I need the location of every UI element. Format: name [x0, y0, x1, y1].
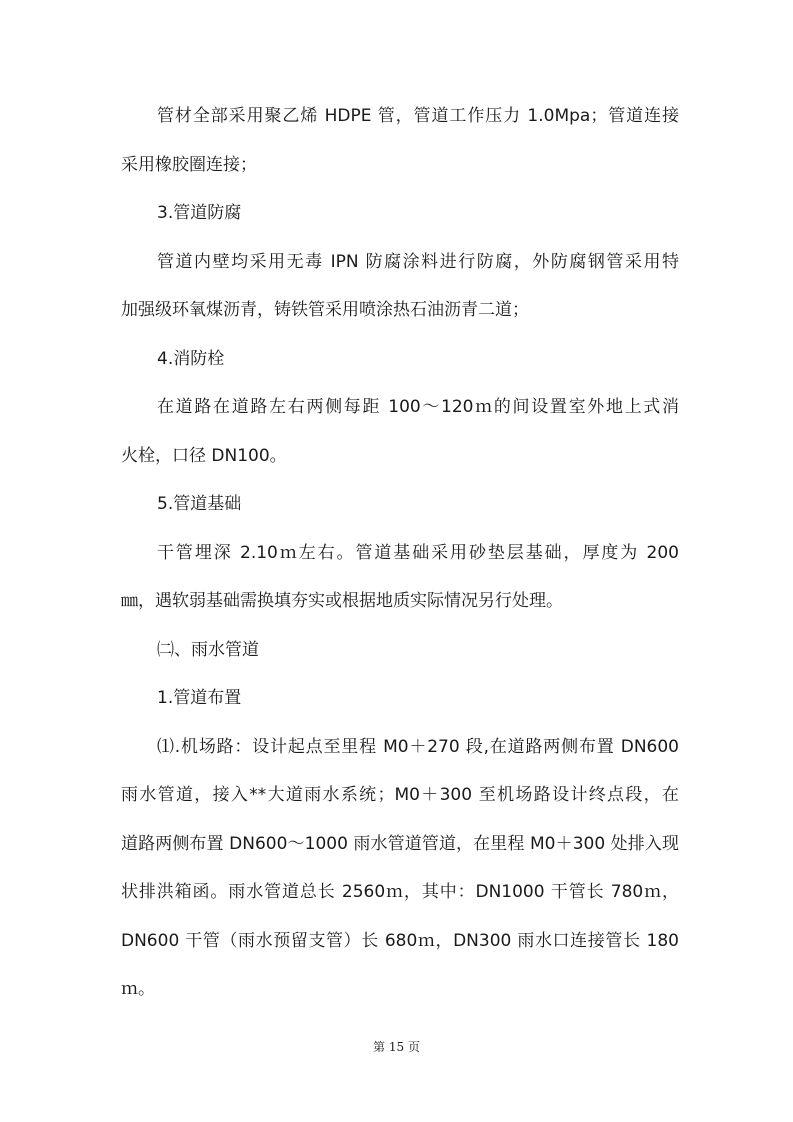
paragraph-line: 干管埋深 2.10ｍ左右。管道基础采用砂垫层基础，厚度为 200	[157, 542, 679, 563]
paragraph-line: ⑴.机场路：设计起点至里程 M0＋270 段,在道路两侧布置 DN600	[157, 736, 679, 757]
section-heading: 5.管道基础	[157, 494, 242, 514]
paragraph-line: 道路两侧布置 DN600～1000 雨水管道管道，在里程 M0＋300 处排入现	[121, 833, 679, 854]
body-text	[121, 92, 679, 1014]
section-heading: 4.消防栓	[157, 348, 225, 369]
page-number: 第 15 页	[373, 1040, 420, 1054]
paragraph-line: 采用橡胶圈连接；	[121, 154, 257, 175]
paragraph-line: 管道内壁均采用无毒 IPN 防腐涂料进行防腐，外防腐钢管采用特	[157, 251, 679, 272]
paragraph-line: ｍ。	[121, 979, 155, 999]
paragraph-line: 状排洪箱函。雨水管道总长 2560ｍ，其中：DN1000 干管长 780ｍ，	[121, 882, 679, 902]
paragraph-line: DN600 干管（雨水预留支管）长 680ｍ，DN300 雨水口连接管长 180	[121, 930, 679, 951]
paragraph-line: ㎜，遇软弱基础需换填夯实或根据地质实际情况另行处理。	[121, 591, 563, 611]
paragraph-line: 火栓，口径 DN100。	[121, 445, 287, 466]
section-heading: 3.管道防腐	[157, 203, 242, 223]
paragraph-line: 加强级环氧煤沥青，铸铁管采用喷涂热石油沥青二道；	[121, 300, 529, 320]
section-heading: 1.管道布置	[157, 688, 242, 708]
paragraph-line: 雨水管道，接入**大道雨水系统；M0＋300 至机场路设计终点段，在	[121, 785, 679, 805]
paragraph-line: 在道路在道路左右两侧每距 100～120ｍ的间设置室外地上式消	[157, 397, 679, 417]
section-heading: ㈡、雨水管道	[157, 639, 259, 660]
paragraph-line: 管材全部采用聚乙烯 HDPE 管，管道工作压力 1.0Mpa；管道连接	[157, 106, 679, 126]
